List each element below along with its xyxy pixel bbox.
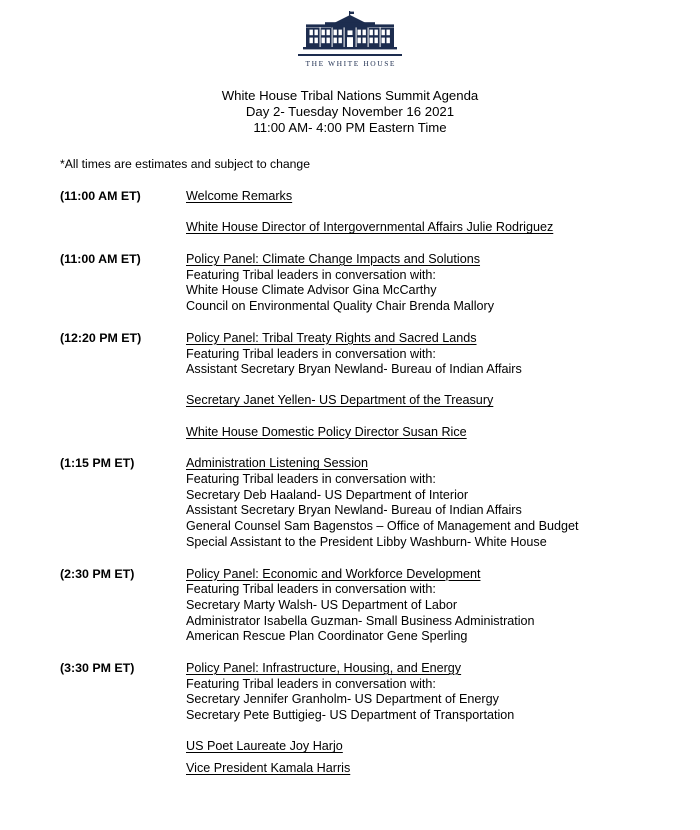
agenda-entry-heading: Policy Panel: Infrastructure, Housing, and Energy [186,661,462,676]
agenda-entry-detail: Administrator Isabella Guzman- Small Business Administration [186,613,535,628]
agenda-entry-detail: Assistant Secretary Bryan Newland- Bureau of Indian Affairs [186,503,522,518]
agenda-entry-detail: General Counsel Sam Bagenstos – Office of Management and Budget [186,519,579,534]
agenda-entry-lines [186,331,700,441]
agenda-entry-heading: White House Domestic Policy Director Susan Rice [186,424,467,439]
agenda-entry-detail: Secretary Jennifer Granholm- US Department of Energy [186,692,499,707]
agenda-entry-lines [186,567,700,646]
agenda-time-label: (2:30 PM ET) [60,566,135,581]
agenda-entry-lines [186,456,700,550]
agenda-entry-detail: Special Assistant to the President Libby Washburn- White House [186,534,547,549]
agenda-entry-detail: American Rescue Plan Coordinator Gene Sperling [186,629,468,644]
seal-caption: THE WHITE HOUSE [305,59,397,68]
agenda-block [0,331,700,441]
agenda-time-label: (1:15 PM ET) [60,456,135,471]
agenda-entry-lines [186,661,700,776]
agenda-list [0,189,700,776]
seal-divider [298,54,402,56]
agenda-entry-detail: Featuring Tribal leaders in conversation with: [186,582,436,597]
agenda-block [0,189,700,236]
agenda-entry-heading: Administration Listening Session [186,456,369,471]
agenda-entry-heading: White House Director of Intergovernmental Affairs Julie Rodriguez [186,220,554,235]
white-house-seal-icon [298,11,402,53]
agenda-entry-detail: Secretary Deb Haaland- US Department of Interior [186,487,469,502]
agenda-entry-detail: Secretary Pete Buttigieg- US Department of Transportation [186,708,515,723]
agenda-entry-heading: Policy Panel: Economic and Workforce Development [186,566,481,581]
agenda-entry-detail: Featuring Tribal leaders in conversation with: [186,676,436,691]
agenda-entry-detail: White House Climate Advisor Gina McCarthy [186,283,437,298]
page-title [0,88,700,135]
agenda-entry-heading: Vice President Kamala Harris [186,760,351,775]
agenda-entry-lines [186,189,700,236]
agenda-entry-detail: Featuring Tribal leaders in conversation with: [186,472,436,487]
title-line-1: White House Tribal Nations Summit Agenda [221,88,479,103]
agenda-block [0,456,700,550]
agenda-entry-lines [186,252,700,315]
agenda-time-label: (3:30 PM ET) [60,661,135,676]
agenda-block [0,661,700,776]
agenda-entry-heading: Welcome Remarks [186,189,293,204]
agenda-entry-detail: Featuring Tribal leaders in conversation with: [186,346,436,361]
agenda-entry-heading: Secretary Janet Yellen- US Department of the Treasury [186,393,494,408]
agenda-entry-detail: Council on Environmental Quality Chair Brenda Mallory [186,299,494,314]
times-disclaimer-note: *All times are estimates and subject to change [60,157,310,172]
agenda-time-label: (11:00 AM ET) [60,252,141,266]
agenda-entry-detail: Assistant Secretary Bryan Newland- Bureau of Indian Affairs [186,362,522,377]
agenda-block [0,567,700,646]
agenda-entry-detail: Secretary Marty Walsh- US Department of Labor [186,597,458,612]
agenda-entry-detail: Featuring Tribal leaders in conversation with: [186,267,436,282]
agenda-entry-heading: Policy Panel: Tribal Treaty Rights and Sacred Lands [186,330,477,345]
agenda-entry-heading: Policy Panel: Climate Change Impacts and Solutions [186,252,481,266]
agenda-entry-heading: US Poet Laureate Joy Harjo [186,739,343,754]
agenda-time-label: (12:20 PM ET) [60,330,142,345]
agenda-block [0,252,700,315]
document-header [0,0,700,68]
agenda-time-label: (11:00 AM ET) [60,189,141,204]
title-line-2: Day 2- Tuesday November 16 2021 [245,103,455,119]
title-line-3: 11:00 AM- 4:00 PM Eastern Time [253,119,447,135]
